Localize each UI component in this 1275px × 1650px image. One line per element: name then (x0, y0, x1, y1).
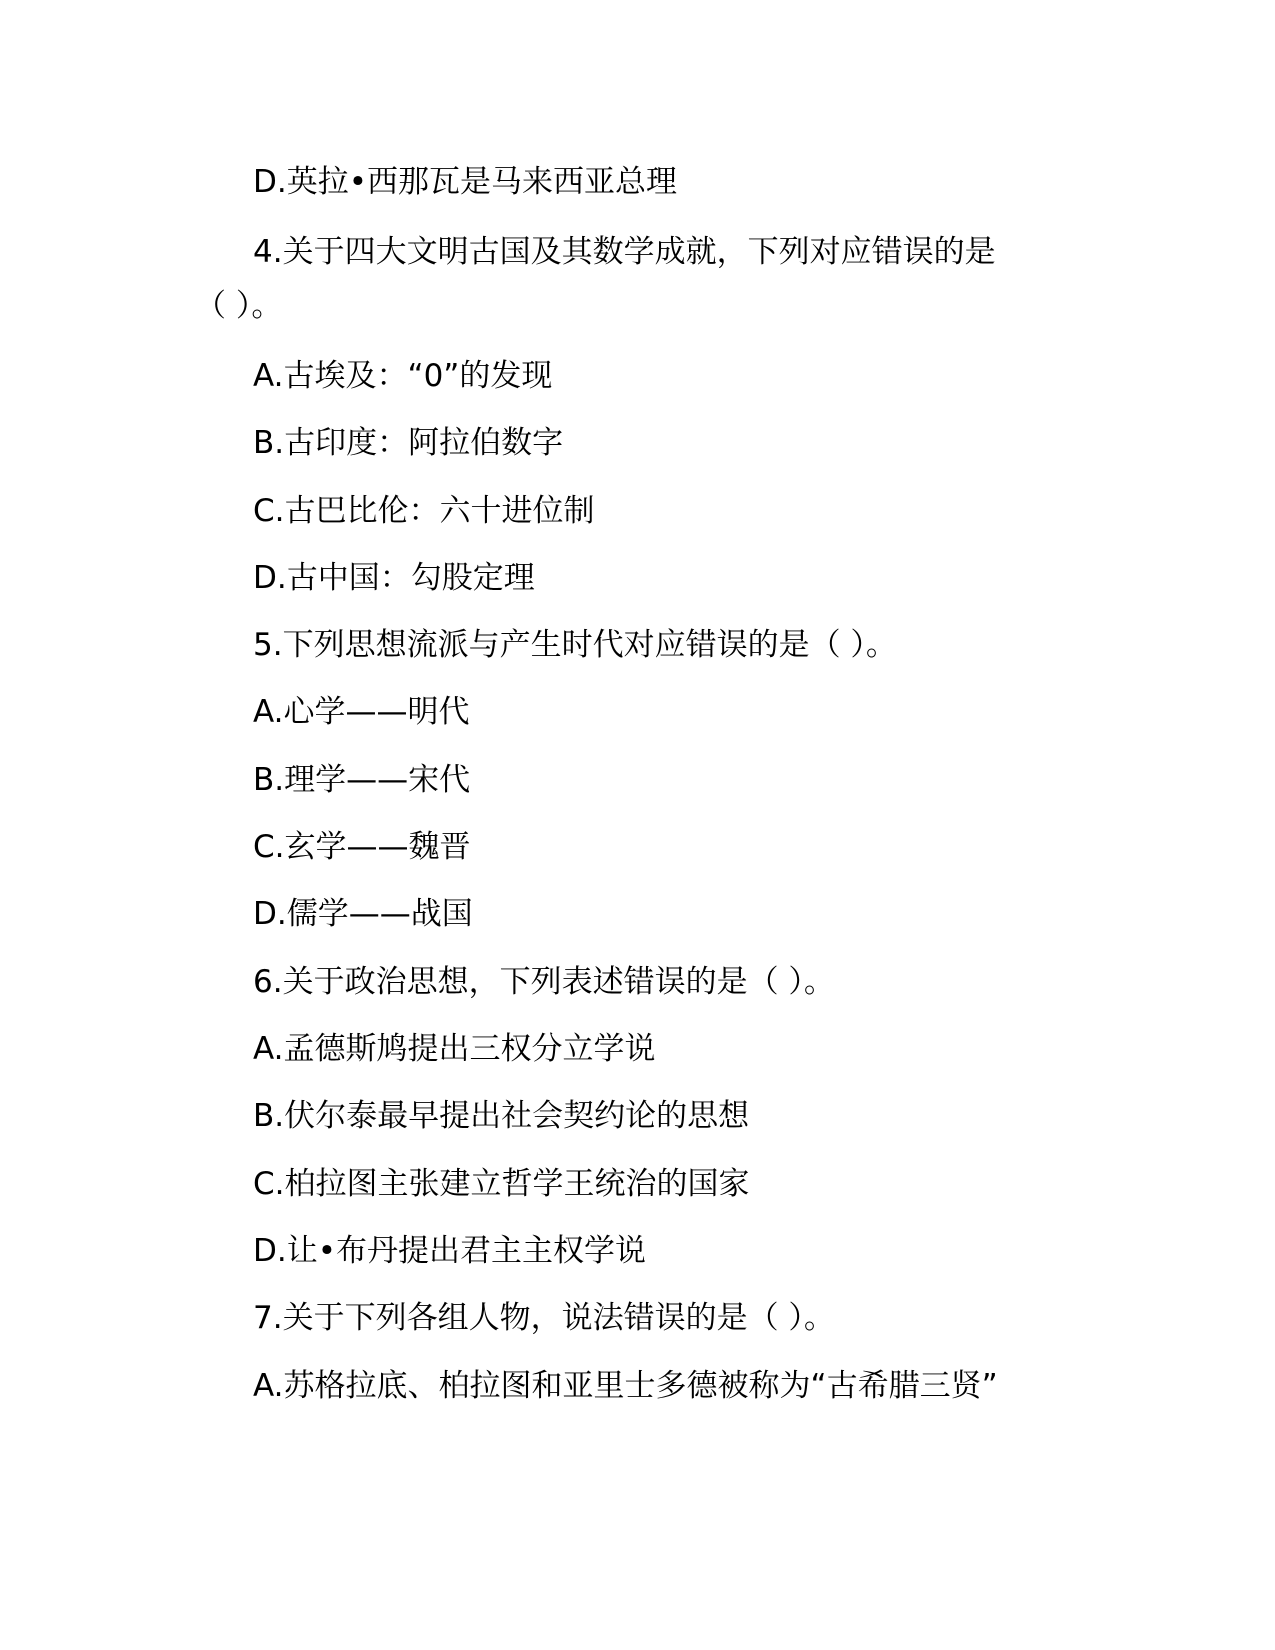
question-6-stem: 6.关于政治思想，下列表述错误的是（ ）。 (253, 964, 835, 1000)
option-line: B.伏尔泰最早提出社会契约论的思想 (253, 1098, 750, 1134)
option-line: B.古印度：阿拉伯数字 (253, 425, 564, 461)
option-line: B.理学——宋代 (253, 762, 471, 798)
option-line: C.古巴比伦：六十进位制 (253, 493, 595, 529)
question-7-stem: 7.关于下列各组人物，说法错误的是（ ）。 (253, 1300, 835, 1336)
option-line: C.玄学——魏晋 (253, 829, 471, 865)
option-line: A.孟德斯鸠提出三权分立学说 (253, 1031, 656, 1067)
option-line: A.心学——明代 (253, 694, 470, 730)
question-4-stem-continued: （ ）。 (195, 288, 283, 324)
option-line: D.让•布丹提出君主主权学说 (253, 1233, 647, 1269)
option-line: A.苏格拉底、柏拉图和亚里士多德被称为“古希腊三贤” (253, 1368, 998, 1404)
option-line: D.古中国：勾股定理 (253, 560, 535, 596)
text-line: D.英拉•西那瓦是马来西亚总理 (253, 164, 678, 200)
option-line: C.柏拉图主张建立哲学王统治的国家 (253, 1166, 750, 1202)
question-5-stem: 5.下列思想流派与产生时代对应错误的是（ ）。 (253, 627, 897, 663)
option-line: D.儒学——战国 (253, 896, 473, 932)
option-line: A.古埃及：“0”的发现 (253, 358, 553, 394)
question-4-stem: 4.关于四大文明古国及其数学成就，下列对应错误的是 (253, 234, 996, 270)
